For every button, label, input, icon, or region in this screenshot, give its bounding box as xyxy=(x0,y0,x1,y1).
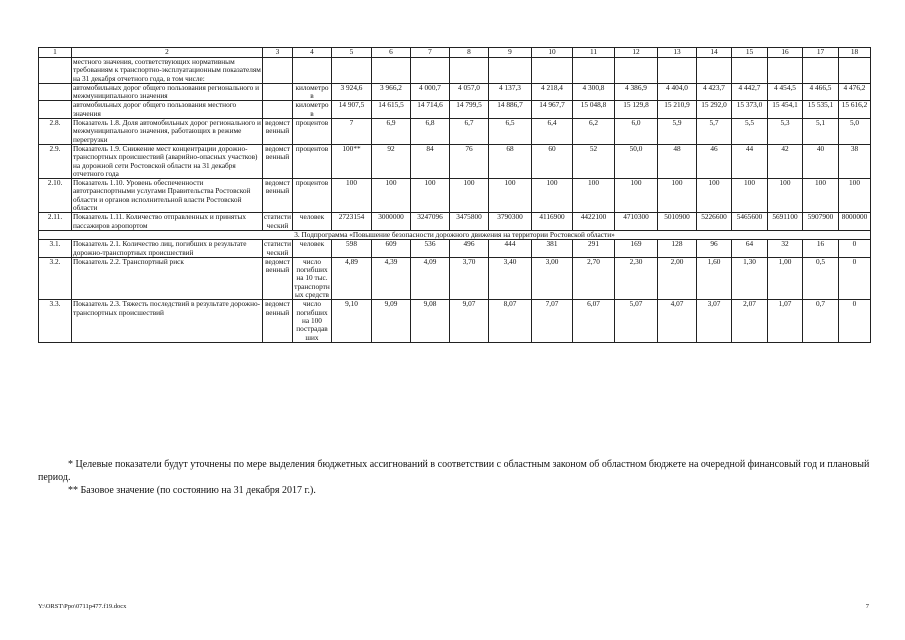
header-cell: 2 xyxy=(72,48,263,58)
table-row xyxy=(39,179,871,213)
value-cell xyxy=(372,58,411,84)
value-cell: 5226600 xyxy=(697,213,732,231)
file-path: Y:\ORST\Ppo\0711p477.f19.docx xyxy=(38,603,127,610)
value-cell: 0,7 xyxy=(803,300,839,342)
unit-of-measure: число погибших на 10 тыс. транспортных средств xyxy=(294,257,330,300)
value-cell: 9,09 xyxy=(372,300,411,342)
table-row xyxy=(39,257,871,299)
header-cell: 10 xyxy=(532,48,573,58)
value-cell: 100 xyxy=(615,179,658,213)
value-cell: 48 xyxy=(658,144,697,178)
value-cell: 5907900 xyxy=(803,213,839,231)
value-cell: 4,07 xyxy=(658,300,697,342)
header-cell: 7 xyxy=(411,48,450,58)
value-cell: 6,4 xyxy=(532,119,573,145)
row-number: 3.1. xyxy=(39,240,72,258)
unit-of-measure: человек xyxy=(293,240,332,258)
row-number: 2.11. xyxy=(39,213,72,231)
value-cell: 4,09 xyxy=(411,257,450,299)
value-cell: 0 xyxy=(839,240,871,258)
value-cell: 8,07 xyxy=(489,300,532,342)
value-cell xyxy=(450,58,489,84)
value-cell: 4 218,4 xyxy=(532,83,573,101)
indicator-name: местного значения, соответствующих нормативным требованиям к транспортно-эксплуатационным показателям на 31 декабря отчетного года, в том числе: xyxy=(73,57,261,83)
value-cell: 100 xyxy=(411,179,450,213)
value-cell: 15 292,0 xyxy=(697,101,732,119)
value-cell: 5,0 xyxy=(839,119,871,145)
value-cell: 15 129,8 xyxy=(615,101,658,119)
value-cell: 44 xyxy=(732,144,768,178)
value-cell xyxy=(768,58,803,84)
unit-of-measure: процентов xyxy=(293,144,332,178)
value-cell: 15 454,1 xyxy=(768,101,803,119)
table-row xyxy=(39,83,871,101)
value-cell xyxy=(532,58,573,84)
value-cell: 1,07 xyxy=(768,300,803,342)
data-source: ведомственный xyxy=(263,257,293,299)
footnote-base-value: ** Базовое значение (по состоянию на 31 декабря 2017 г.). xyxy=(68,485,316,496)
value-cell xyxy=(803,58,839,84)
value-cell: 2,30 xyxy=(615,257,658,299)
value-cell: 4,39 xyxy=(372,257,411,299)
table-row xyxy=(39,300,871,342)
value-cell: 4 057,0 xyxy=(450,83,489,101)
value-cell: 8000000 xyxy=(839,213,871,231)
value-cell: 1,60 xyxy=(697,257,732,299)
table-row xyxy=(39,58,871,84)
value-cell: 100 xyxy=(573,179,615,213)
data-source xyxy=(263,83,293,101)
table-row xyxy=(39,101,871,119)
value-cell: 4710300 xyxy=(615,213,658,231)
data-source: ведомственный xyxy=(263,179,293,213)
indicator-name: Показатель 2.3. Тяжесть последствий в результате дорожно-транспортных происшествий xyxy=(72,300,263,342)
header-cell: 15 xyxy=(732,48,768,58)
value-cell: 381 xyxy=(532,240,573,258)
value-cell: 5,7 xyxy=(697,119,732,145)
header-cell: 8 xyxy=(450,48,489,58)
value-cell: 100 xyxy=(732,179,768,213)
value-cell: 9,07 xyxy=(450,300,489,342)
footnotes xyxy=(38,458,878,497)
indicator-name: Показатель 1.9. Снижение мест концентрации дорожно-транспортных происшествий (аварийно-опасных участков) на дорожной сети Ростовской области на 31 декабря отчетного года xyxy=(72,144,263,178)
value-cell: 6,2 xyxy=(573,119,615,145)
value-cell: 100 xyxy=(697,179,732,213)
unit-of-measure xyxy=(293,58,332,84)
value-cell: 5,07 xyxy=(615,300,658,342)
data-source: ведомственный xyxy=(263,119,293,145)
unit-of-measure: число погибших на 100 пострадавших xyxy=(293,300,332,342)
value-cell: 128 xyxy=(658,240,697,258)
row-number: 2.8. xyxy=(39,119,72,145)
value-cell: 536 xyxy=(411,240,450,258)
section-row xyxy=(39,230,871,239)
value-cell: 6,9 xyxy=(372,119,411,145)
indicator-name: Показатель 2.2. Транспортный риск xyxy=(72,257,263,299)
value-cell: 4 300,8 xyxy=(573,83,615,101)
page-number: 7 xyxy=(865,603,869,610)
header-cell: 11 xyxy=(573,48,615,58)
value-cell: 38 xyxy=(839,144,871,178)
value-cell: 100 xyxy=(839,179,871,213)
value-cell: 14 799,5 xyxy=(450,101,489,119)
data-source: ведомственный xyxy=(263,300,293,342)
value-cell: 100 xyxy=(332,179,372,213)
value-cell: 3247096 xyxy=(411,213,450,231)
value-cell: 50,0 xyxy=(615,144,658,178)
indicator-name: Показатель 1.10. Уровень обеспеченности автотранспортными услугами Правительства Ростовской области и органов исполнительной власти Ростовской области xyxy=(72,179,263,213)
value-cell: 15 210,9 xyxy=(658,101,697,119)
value-cell: 4,89 xyxy=(332,257,372,299)
data-source xyxy=(263,58,293,84)
value-cell: 100 xyxy=(658,179,697,213)
value-cell: 2723154 xyxy=(332,213,372,231)
value-cell: 100 xyxy=(803,179,839,213)
value-cell: 42 xyxy=(768,144,803,178)
value-cell xyxy=(658,58,697,84)
value-cell: 6,8 xyxy=(411,119,450,145)
indicator-name: Показатель 1.8. Доля автомобильных дорог регионального и межмуниципального значения, работающих в режиме перегрузки xyxy=(73,118,261,144)
value-cell: 96 xyxy=(697,240,732,258)
value-cell: 3790300 xyxy=(489,213,532,231)
value-cell: 3000000 xyxy=(372,213,411,231)
value-cell: 5,1 xyxy=(803,119,839,145)
indicator-name: автомобильных дорог общего пользования местного значения xyxy=(72,101,263,119)
value-cell: 32 xyxy=(768,240,803,258)
value-cell: 9,08 xyxy=(411,300,450,342)
value-cell: 14 886,7 xyxy=(489,101,532,119)
header-cell: 13 xyxy=(658,48,697,58)
row-number: 3.2. xyxy=(39,257,72,299)
value-cell: 15 535,1 xyxy=(803,101,839,119)
value-cell xyxy=(573,58,615,84)
value-cell: 15 373,0 xyxy=(732,101,768,119)
value-cell: 598 xyxy=(332,240,372,258)
value-cell: 100 xyxy=(489,179,532,213)
table-row xyxy=(39,213,871,231)
value-cell: 15 616,2 xyxy=(839,101,871,119)
value-cell: 6,7 xyxy=(450,119,489,145)
row-number xyxy=(39,58,72,84)
value-cell: 4 454,5 xyxy=(768,83,803,101)
value-cell: 9,10 xyxy=(332,300,372,342)
row-number: 2.9. xyxy=(39,144,72,178)
value-cell xyxy=(615,58,658,84)
value-cell: 16 xyxy=(803,240,839,258)
value-cell: 4 386,9 xyxy=(615,83,658,101)
value-cell: 3,40 xyxy=(489,257,532,299)
value-cell: 2,00 xyxy=(658,257,697,299)
value-cell: 4 466,5 xyxy=(803,83,839,101)
data-source: статистический xyxy=(264,212,291,230)
value-cell: 4 423,7 xyxy=(697,83,732,101)
value-cell: 4116900 xyxy=(532,213,573,231)
value-cell: 14 615,5 xyxy=(372,101,411,119)
value-cell: 4422100 xyxy=(573,213,615,231)
header-cell: 3 xyxy=(263,48,293,58)
table-row xyxy=(39,240,871,258)
value-cell: 3,07 xyxy=(697,300,732,342)
unit-of-measure: километров xyxy=(293,83,332,101)
header-cell: 12 xyxy=(615,48,658,58)
value-cell: 169 xyxy=(615,240,658,258)
value-cell: 0,5 xyxy=(803,257,839,299)
data-source xyxy=(263,101,293,119)
header-cell: 1 xyxy=(39,48,72,58)
value-cell: 60 xyxy=(532,144,573,178)
value-cell: 3475800 xyxy=(450,213,489,231)
header-cell: 17 xyxy=(803,48,839,58)
value-cell: 100 xyxy=(768,179,803,213)
indicator-name: автомобильных дорог общего пользования регионального и межмуниципального значения xyxy=(72,83,263,101)
value-cell: 64 xyxy=(732,240,768,258)
value-cell: 76 xyxy=(450,144,489,178)
row-number xyxy=(39,83,72,101)
value-cell: 68 xyxy=(489,144,532,178)
value-cell: 15 048,8 xyxy=(573,101,615,119)
value-cell: 496 xyxy=(450,240,489,258)
data-source: ведомственный xyxy=(263,144,293,178)
indicator-name: Показатель 2.1. Количество лиц, погибших в результате дорожно-транспортных происшествий xyxy=(72,240,263,258)
header-cell: 5 xyxy=(332,48,372,58)
data-source: статистический xyxy=(264,239,291,257)
value-cell: 609 xyxy=(372,240,411,258)
row-number xyxy=(39,101,72,119)
value-cell: 7,07 xyxy=(532,300,573,342)
value-cell: 0 xyxy=(839,257,871,299)
header-cell: 6 xyxy=(372,48,411,58)
value-cell: 14 967,7 xyxy=(532,101,573,119)
unit-of-measure: километров xyxy=(293,101,332,119)
value-cell: 3 966,2 xyxy=(372,83,411,101)
header-cell: 14 xyxy=(697,48,732,58)
footnote-target-values: * Целевые показатели будут уточнены по мере выделения бюджетных ассигнований в соответствии с областным законом об областном бюджете на очередной финансовый год и плановый период. xyxy=(38,459,870,483)
value-cell: 100 xyxy=(450,179,489,213)
value-cell: 3,00 xyxy=(532,257,573,299)
value-cell xyxy=(411,58,450,84)
value-cell: 4 442,7 xyxy=(732,83,768,101)
value-cell: 6,0 xyxy=(615,119,658,145)
value-cell xyxy=(489,58,532,84)
value-cell xyxy=(697,58,732,84)
table-header-row xyxy=(39,48,871,58)
value-cell: 5010900 xyxy=(658,213,697,231)
value-cell: 4 404,0 xyxy=(658,83,697,101)
value-cell: 46 xyxy=(697,144,732,178)
unit-of-measure: человек xyxy=(293,213,332,231)
value-cell: 7 xyxy=(332,119,372,145)
value-cell xyxy=(839,58,871,84)
header-cell: 18 xyxy=(839,48,871,58)
row-number: 2.10. xyxy=(39,179,72,213)
value-cell: 4 000,7 xyxy=(411,83,450,101)
value-cell: 52 xyxy=(573,144,615,178)
header-cell: 16 xyxy=(768,48,803,58)
value-cell: 5465600 xyxy=(732,213,768,231)
value-cell: 6,5 xyxy=(489,119,532,145)
value-cell: 5691100 xyxy=(768,213,803,231)
value-cell: 100** xyxy=(332,144,372,178)
value-cell: 5,9 xyxy=(658,119,697,145)
section-title: 3. Подпрограмма «Повышение безопасности дорожного движения на территории Ростовской области» xyxy=(39,230,871,239)
header-cell: 4 xyxy=(293,48,332,58)
value-cell: 100 xyxy=(372,179,411,213)
row-number: 3.3. xyxy=(39,300,72,342)
value-cell: 6,07 xyxy=(573,300,615,342)
value-cell: 92 xyxy=(372,144,411,178)
value-cell: 84 xyxy=(411,144,450,178)
indicators-table xyxy=(38,47,871,343)
value-cell: 0 xyxy=(839,300,871,342)
value-cell: 40 xyxy=(803,144,839,178)
value-cell: 100 xyxy=(532,179,573,213)
value-cell: 1,30 xyxy=(732,257,768,299)
table-row xyxy=(39,119,871,145)
indicator-name: Показатель 1.11. Количество отправленных и принятых пассажиров аэропортом xyxy=(72,213,263,231)
value-cell: 5,3 xyxy=(768,119,803,145)
unit-of-measure: процентов xyxy=(293,179,332,213)
header-cell: 9 xyxy=(489,48,532,58)
value-cell: 3 924,6 xyxy=(332,83,372,101)
table-row xyxy=(39,144,871,178)
value-cell xyxy=(332,58,372,84)
value-cell: 4 476,2 xyxy=(839,83,871,101)
value-cell: 2,70 xyxy=(573,257,615,299)
value-cell: 4 137,3 xyxy=(489,83,532,101)
value-cell: 2,07 xyxy=(732,300,768,342)
value-cell: 14 907,5 xyxy=(332,101,372,119)
unit-of-measure: процентов xyxy=(293,119,332,145)
value-cell xyxy=(732,58,768,84)
value-cell: 1,00 xyxy=(768,257,803,299)
value-cell: 14 714,6 xyxy=(411,101,450,119)
value-cell: 291 xyxy=(573,240,615,258)
value-cell: 5,5 xyxy=(732,119,768,145)
value-cell: 3,70 xyxy=(450,257,489,299)
value-cell: 444 xyxy=(489,240,532,258)
